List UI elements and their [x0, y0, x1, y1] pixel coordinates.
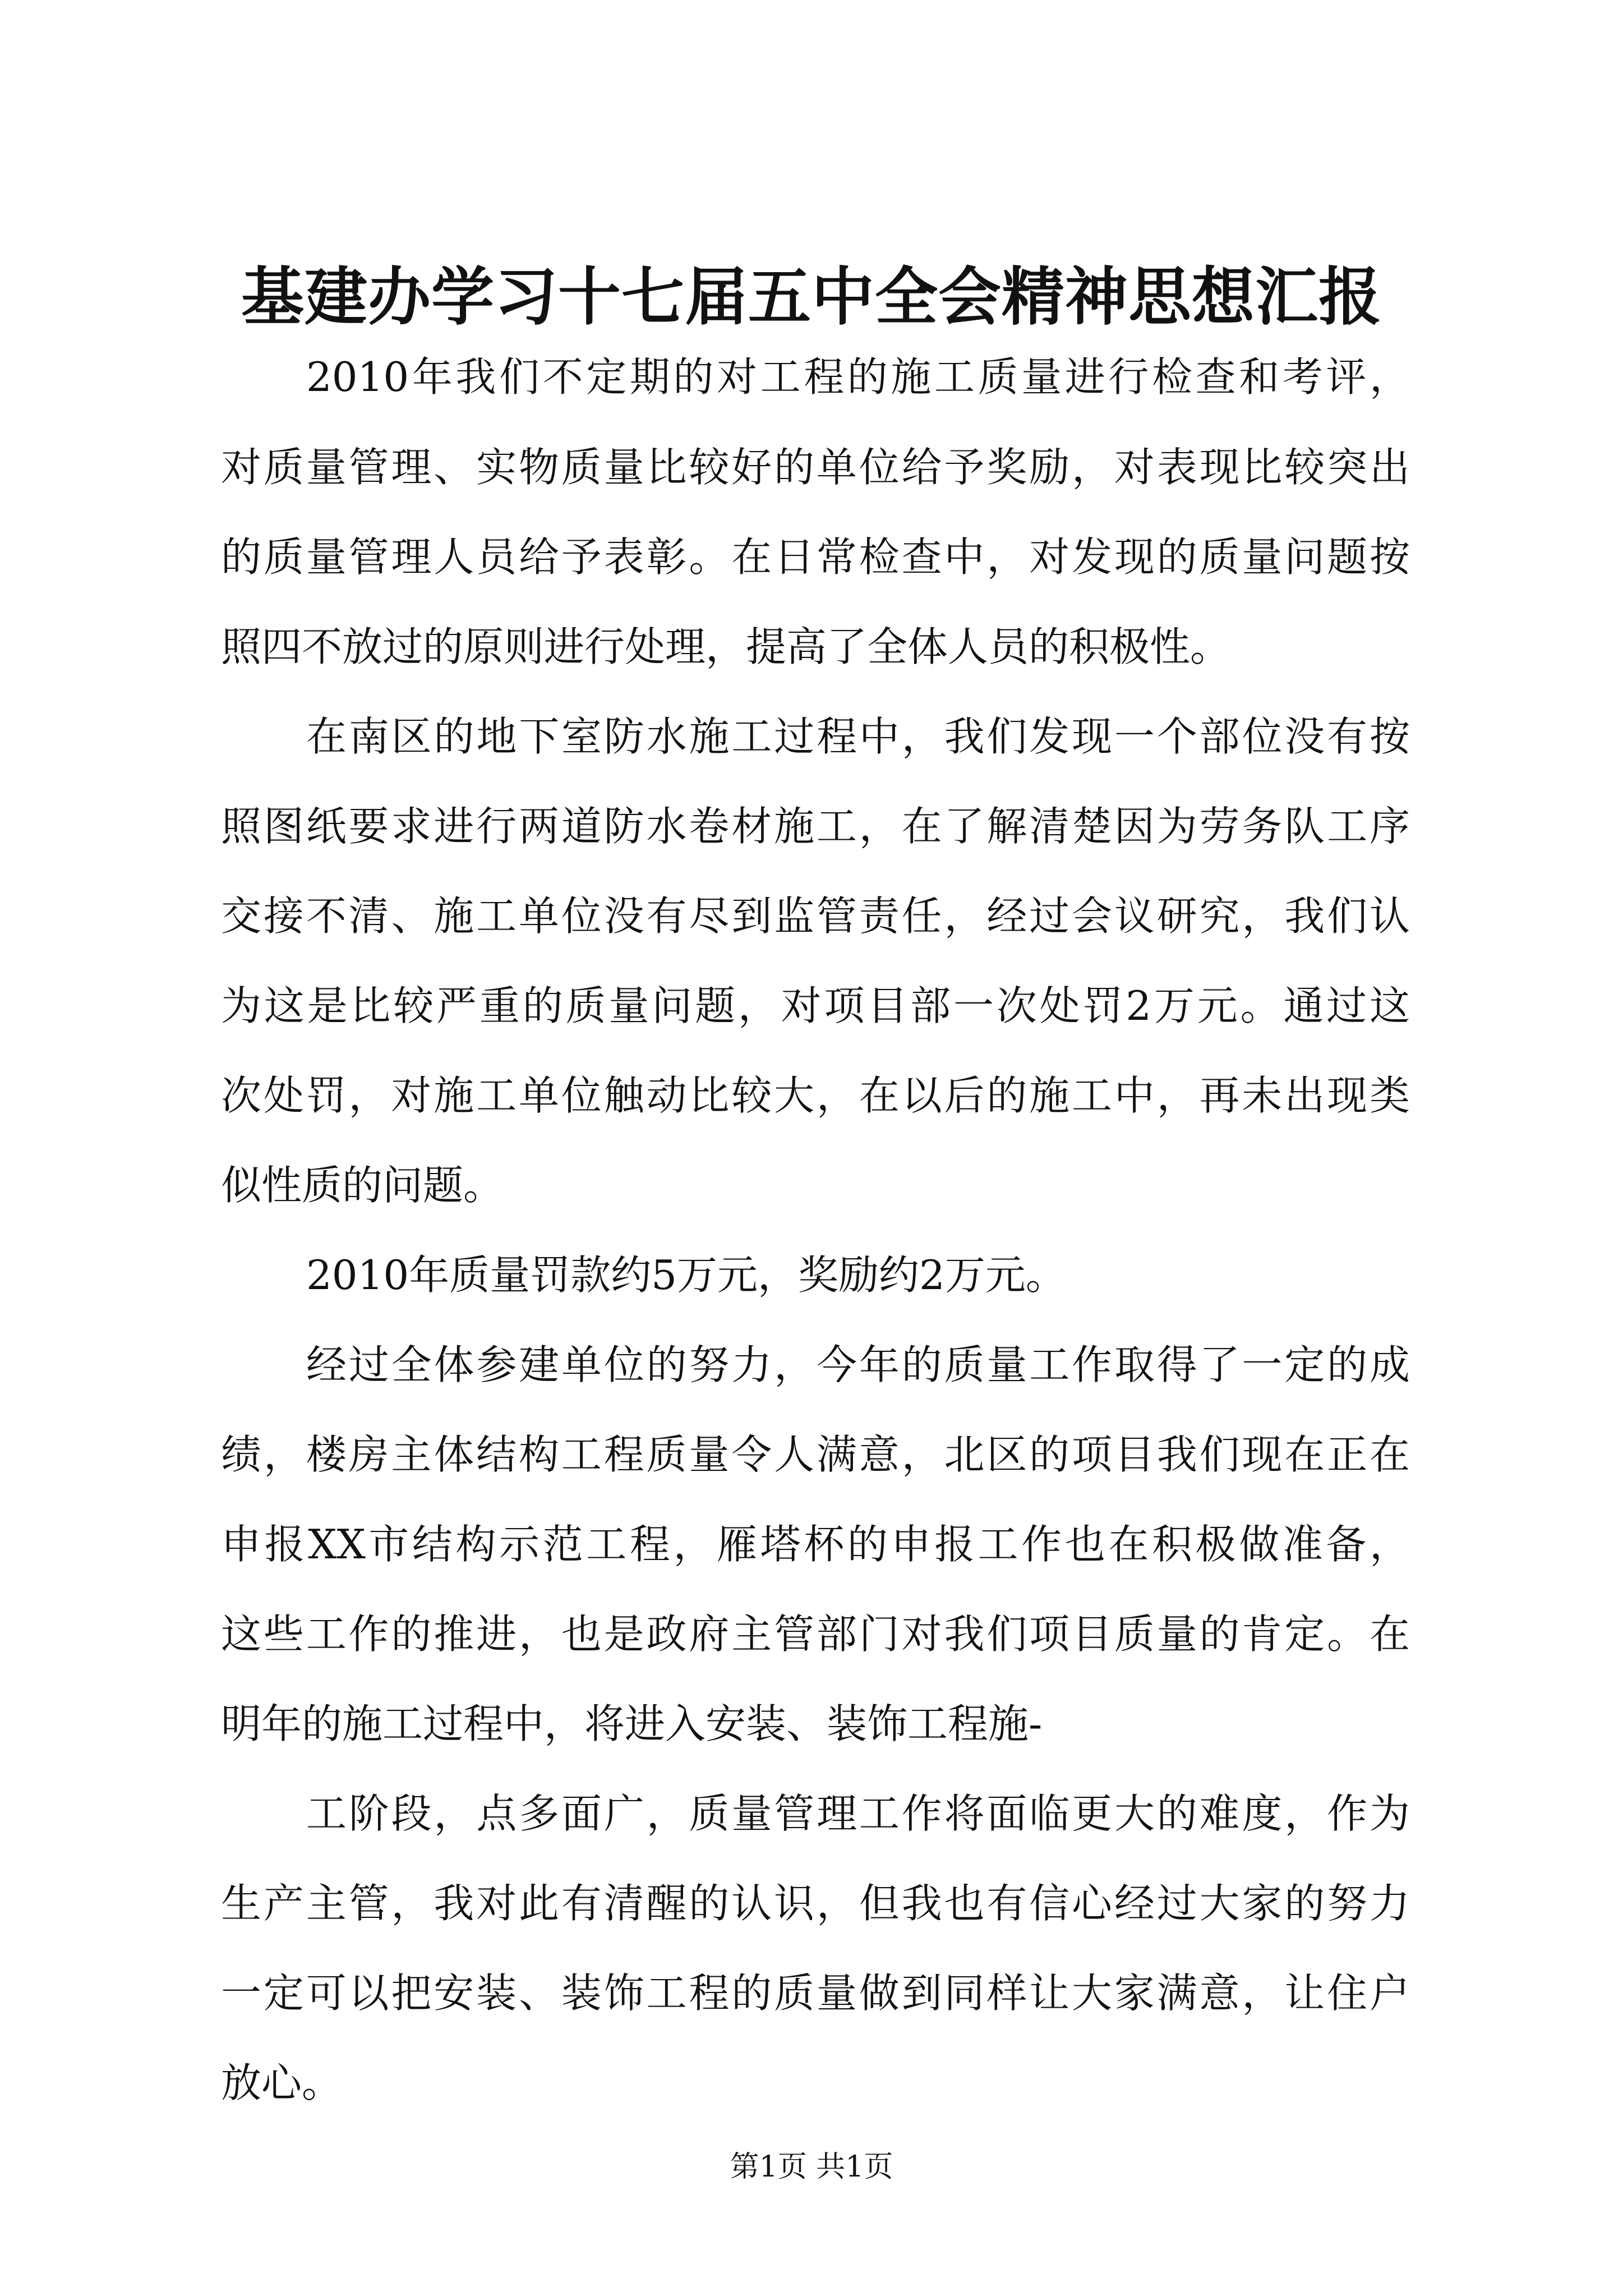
- paragraph-4-line-3: 申报XX市结构示范工程，雁塔杯的申报工作也在积极做准备，: [221, 1521, 1410, 1568]
- paragraph-2-line-1: 在南区的地下室防水施工过程中，我们发现一个部位没有按: [306, 713, 1410, 760]
- paragraph-2-line-4: 为这是比较严重的质量问题，对项目部一次处罚2万元。通过这: [221, 982, 1410, 1029]
- paragraph-4-line-5: 明年的施工过程中，将进入安装、装饰工程施-: [221, 1700, 1043, 1747]
- document-title: 基建办学习十七届五中全会精神思想汇报: [241, 260, 1382, 334]
- paragraph-1-line-1: 2010年我们不定期的对工程的施工质量进行检查和考评，: [306, 353, 1410, 401]
- paragraph-5-line-4: 放心。: [221, 2059, 343, 2106]
- paragraph-3-line-1: 2010年质量罚款约5万元，奖励约2万元。: [306, 1251, 1066, 1299]
- paragraph-4-line-2: 绩，楼房主体结构工程质量令人满意，北区的项目我们现在正在: [221, 1431, 1410, 1478]
- paragraph-1-line-3: 的质量管理人员给予表彰。在日常检查中，对发现的质量问题按: [221, 533, 1410, 581]
- paragraph-5-line-3: 一定可以把安装、装饰工程的质量做到同样让大家满意，让住户: [221, 1970, 1410, 2017]
- paragraph-2-line-6: 似性质的问题。: [221, 1162, 504, 1209]
- paragraph-5-line-1: 工阶段，点多面广，质量管理工作将面临更大的难度，作为: [306, 1790, 1410, 1837]
- paragraph-2-line-5: 次处罚，对施工单位触动比较大，在以后的施工中，再未出现类: [221, 1072, 1410, 1119]
- paragraph-4-line-1: 经过全体参建单位的努力，今年的质量工作取得了一定的成: [306, 1341, 1410, 1388]
- paragraph-4-line-4: 这些工作的推进，也是政府主管部门对我们项目质量的肯定。在: [221, 1611, 1410, 1658]
- paragraph-2-line-3: 交接不清、施工单位没有尽到监管责任，经过会议研究，我们认: [221, 892, 1410, 940]
- page-footer: 第1页 共1页: [730, 2150, 893, 2184]
- paragraph-2-line-2: 照图纸要求进行两道防水卷材施工，在了解清楚因为劳务队工序: [221, 803, 1410, 850]
- paragraph-1-line-4: 照四不放过的原则进行处理，提高了全体人员的积极性。: [221, 623, 1231, 670]
- paragraph-1-line-2: 对质量管理、实物质量比较好的单位给予奖励，对表现比较突出: [221, 444, 1410, 491]
- paragraph-5-line-2: 生产主管，我对此有清醒的认识，但我也有信心经过大家的努力: [221, 1880, 1410, 1927]
